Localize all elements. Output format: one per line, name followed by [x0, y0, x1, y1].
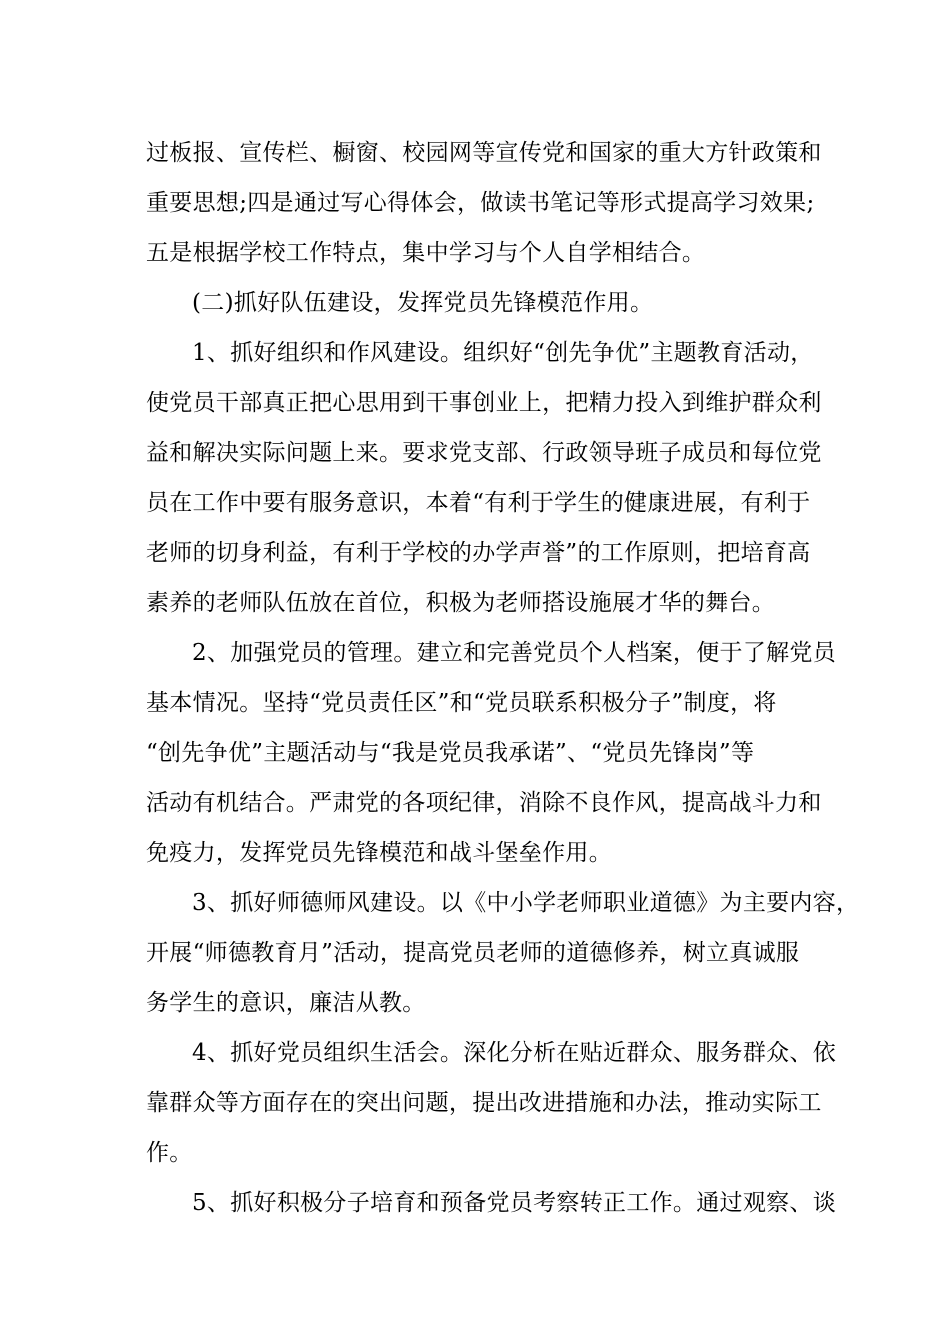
section-heading: (二)抓好队伍建设，发挥党员先锋模范作用。: [192, 290, 654, 316]
text-line: 老师的切身利益，有利于学校的办学声誉”的工作原则，把培育高: [146, 540, 811, 566]
text-line: 作。: [146, 1140, 193, 1166]
text-line: 过板报、宣传栏、橱窗、校园网等宣传党和国家的重大方针政策和: [146, 140, 822, 166]
text-line: 免疫力，发挥党员先锋模范和战斗堡垒作用。: [146, 840, 612, 866]
text-line: 重要思想;四是通过写心得体会，做读书笔记等形式提高学习效果;: [146, 190, 815, 216]
text-line: 2、加强党员的管理。建立和完善党员个人档案，便于了解党员: [192, 640, 837, 666]
text-line: 务学生的意识，廉洁从教。: [146, 990, 426, 1016]
text-line: 3、抓好师德师风建设。以《中小学老师职业道德》为主要内容，: [192, 890, 860, 916]
text-line: 基本情况。坚持“党员责任区”和“党员联系积极分子”制度，将: [146, 690, 777, 716]
text-line: 5、抓好积极分子培育和预备党员考察转正工作。通过观察、谈: [192, 1190, 837, 1216]
text-line: 五是根据学校工作特点，集中学习与个人自学相结合。: [146, 240, 706, 266]
text-line: 4、抓好党员组织生活会。深化分析在贴近群众、服务群众、依: [192, 1040, 837, 1066]
text-line: “创先争优”主题活动与“我是党员我承诺”、“党员先锋岗”等: [146, 740, 755, 766]
text-line: 益和解决实际问题上来。要求党支部、行政领导班子成员和每位党: [146, 440, 822, 466]
text-line: 使党员干部真正把心思用到干事创业上，把精力投入到维护群众利: [146, 390, 822, 416]
text-line: 素养的老师队伍放在首位，积极为老师搭设施展才华的舞台。: [146, 590, 776, 616]
text-line: 员在工作中要有服务意识，本着“有利于学生的健康进展，有利于: [146, 490, 811, 516]
text-line: 1、抓好组织和作风建设。组织好“创先争优”主题教育活动，: [192, 340, 814, 366]
text-line: 靠群众等方面存在的突出问题，提出改进措施和办法，推动实际工: [146, 1090, 822, 1116]
text-line: 开展“师德教育月”活动，提高党员老师的道德修养，树立真诚服: [146, 940, 800, 966]
text-line: 活动有机结合。严肃党的各项纪律，消除不良作风，提高战斗力和: [146, 790, 822, 816]
